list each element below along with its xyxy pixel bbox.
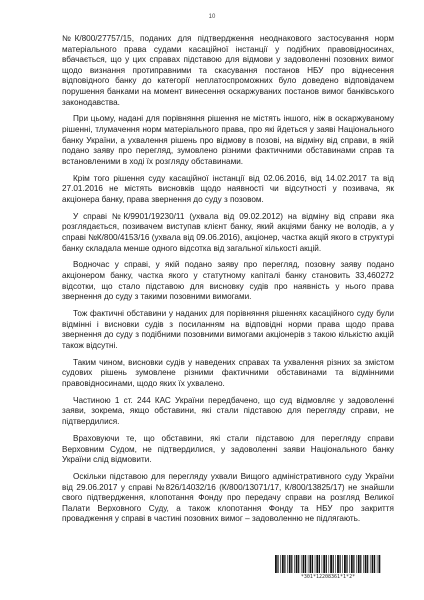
paragraph-1: №К/800/27757/15, поданих для підтвердження неоднакового застосування норм матеріального права судами касаційної інстанції у подібних правовідносинах, вбачається, що у цих справах підставою для відмови у задоволенні позовних вимог щодо визнання протиправними та скасування постанов НБУ про віднесення відповідного банку до категорії неплатоспроможних було доведено відповідачем порушення банками на момент винесення оскаржуваних постанов вимог банківського законодавства. [62,34,394,107]
barcode-block [274,555,382,580]
barcode-image [274,555,382,573]
page-number: 10 [208,14,216,20]
paragraph-4: У справі №К/9901/19230/11 (ухвала від 09.02.2012) на відміну від справи яка розглядається, позивачем виступав клієнт банку, який акціями банку не володів, а у справі №К/800/4153/16 (ухвала від 09.06.2016), акціонер, частка акцій якого в структурі банку складала менше одного відсотка від загальної кількості акцій. [62,211,394,253]
paragraph-8: Частиною 1 ст. 244 КАС України передбачено, що суд відмовляє у задоволенні заяви, зокрема, якщо обставини, які стали підставою для перегляду справи, не підтвердилися. [62,395,394,427]
paragraph-6: Тож фактичні обставини у наданих для порівняння рішеннях касаційного суду були відмінні і висновки судів з посиланням на відповідні норми права щодо права звернення до суду з подібними позовними вимогами акціонерів з такою кількістю акцій також відсутні. [62,309,394,350]
paragraph-9: Враховуючи те, що обставини, які стали підставою для перегляду справи Верховним Судом, не підтвердилися, у задоволенні заяви Національного банку України слід відмовити. [62,433,394,465]
document-body [62,34,394,531]
paragraph-2: При цьому, надані для порівняння рішення не містять іншого, ніж в оскаржуваному рішенні, тлумачення норм матеріального права, про які йдеться у заяві Національного банку України, а ухвалення рішень про відмову в позові, на відміну від справи, в якій подано заяву про перегляд, зумовлено різними фактичними обставинами справ та встановленими в ході їх розгляду обставинами. [62,114,394,166]
barcode-number: *301*12208361*1*2* [300,574,356,580]
paragraph-5: Водночас у справі, у якій подано заяву про перегляд, позовну заяву подано акціонером банку, частка якого у статутному капіталі банку становить 33,460272 відсотки, що стало підставою для висновку судів про наявність у нього права звернення до суду з такими позовними вимогами. [62,260,394,302]
paragraph-10: Оскільки підставою для перегляду ухвали Вищого адміністративного суду України від 29.06.2017 у справі №826/14032/16 (К/800/13071/17, К/800/13825/17) не знайшли свого підтвердження, клопотання Фонду про передачу справи на розгляд Великої Палати Верховного Суду, а також клопотання Фонду та НБУ про закриття провадження у справі в частині позовних вимог – задоволенню не підлягають. [62,472,394,524]
paragraph-3: Крім того рішення суду касаційної інстанції від 02.06.2016, від 14.02.2017 та від 27.01.2016 не містять висновків щодо наявності чи відсутності у позивача, як акціонера банку, права звернення до суду з позовом. [62,173,394,204]
paragraph-7: Таким чином, висновки судів у наведених справах та ухвалення різних за змістом судових рішень зумовлене різними фактичними обставинами та відмінними правовідносинами, щодо яких їх ухвалено. [62,357,394,388]
